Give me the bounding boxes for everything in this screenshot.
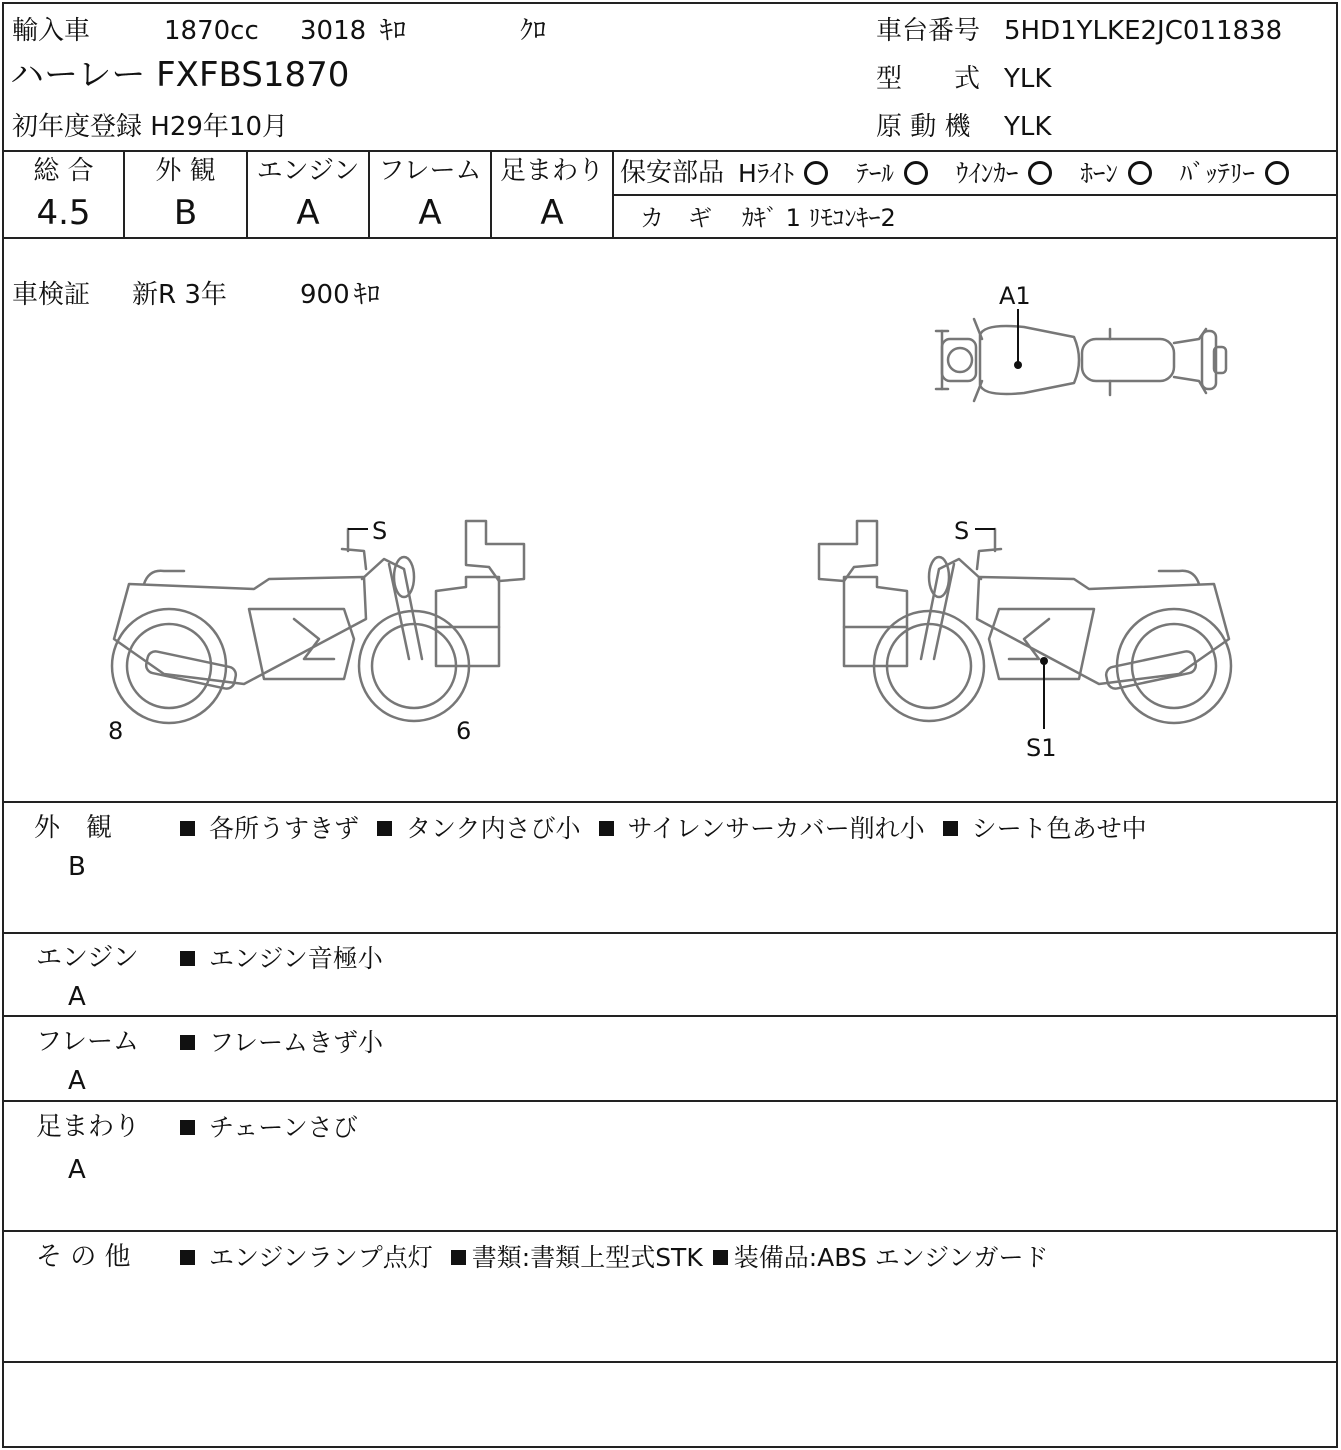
divider — [4, 237, 1336, 239]
note-grade-frame: A — [68, 1066, 86, 1096]
bullet-icon — [713, 1250, 728, 1265]
divider — [4, 1015, 1336, 1017]
note-category-other: そ の 他 — [36, 1242, 131, 1272]
motorcycle-left-side-diagram — [104, 509, 544, 729]
note-grade-suspension: A — [68, 1155, 86, 1185]
key-value: ｶｷﾞ 1 ﾘﾓｺﾝｷｰ2 — [742, 204, 896, 232]
grade-value-exterior: B — [173, 193, 198, 233]
mark-right-s1: S1 — [1026, 734, 1057, 762]
import-label: 輸入車 — [12, 16, 91, 46]
bullet-icon — [180, 1250, 195, 1265]
divider — [612, 194, 1338, 196]
part-taillight: ﾃｰﾙ — [856, 158, 894, 188]
bullet-icon — [180, 821, 195, 836]
part-ok-icon — [904, 161, 928, 185]
bullet-icon — [180, 1035, 195, 1050]
note-items-frame: フレームきず小 — [180, 1030, 401, 1055]
engine-label: 原 動 機 — [876, 112, 971, 142]
grade-value-overall: 4.5 — [36, 193, 91, 233]
mark-top-a1: A1 — [999, 282, 1031, 310]
note-grade-engine: A — [68, 982, 86, 1012]
note-category-exterior: 外 観 — [34, 813, 113, 843]
note-items-exterior: 各所うすきず タンク内さび小 サイレンサーカバー削れ小 シート色あせ中 — [180, 816, 1165, 841]
note-items-other: エンジンランプ点灯 書類:書類上型式STK 装備品:ABS エンジンガード — [180, 1245, 1067, 1270]
motorcycle-right-side-diagram — [814, 509, 1254, 729]
frame-number-label: 車台番号 — [876, 16, 981, 46]
part-ok-icon — [1128, 161, 1152, 185]
grade-value-engine: A — [296, 193, 320, 233]
part-ok-icon — [1028, 161, 1052, 185]
mark-left-6: 6 — [456, 717, 472, 745]
note-category-suspension: 足まわり — [36, 1112, 141, 1142]
grade-value-frame: A — [418, 193, 442, 233]
part-winker: ｳｲﾝｶｰ — [955, 158, 1019, 188]
frame-number: 5HD1YLKE2JC011838 — [1004, 16, 1283, 46]
model-name: ハーレー FXFBS1870 — [10, 55, 350, 95]
divider — [4, 1100, 1336, 1102]
inspection-sheet — [2, 2, 1338, 1448]
bullet-icon — [180, 951, 195, 966]
displacement: 1870cc — [164, 16, 259, 46]
part-headlight: Hﾗｲﾄ — [738, 158, 795, 188]
grade-label-exterior: 外 観 — [155, 156, 216, 186]
mark-left-s: S — [372, 517, 388, 545]
note-category-engine: エンジン — [36, 943, 139, 973]
bullet-icon — [377, 821, 392, 836]
mileage: 3018 — [300, 16, 367, 46]
part-ok-icon — [804, 161, 828, 185]
safety-parts-label: 保安部品 — [620, 158, 725, 188]
divider — [4, 801, 1336, 803]
grade-label-suspension: 足まわり — [499, 156, 604, 186]
inspection-mileage: 900 — [300, 280, 350, 310]
type-label: 型 式 — [876, 64, 981, 94]
bullet-icon — [451, 1250, 466, 1265]
grade-label-engine: エンジン — [256, 156, 360, 186]
safety-parts-row — [620, 160, 1289, 186]
divider — [4, 1230, 1336, 1232]
type-value: YLK — [1004, 64, 1052, 94]
part-battery: ﾊﾞｯﾃﾘｰ — [1179, 158, 1255, 188]
note-items-suspension: チェーンさび — [180, 1115, 376, 1140]
bullet-icon — [180, 1120, 195, 1135]
bullet-icon — [943, 821, 958, 836]
key-label: カ ギ — [640, 204, 712, 232]
divider — [4, 1361, 1336, 1363]
grade-label-frame: フレーム — [378, 156, 482, 186]
grade-label-overall: 総 合 — [33, 156, 94, 186]
note-items-engine: エンジン音極小 — [180, 946, 401, 971]
mark-right-s: S — [954, 517, 970, 545]
engine-value: YLK — [1004, 112, 1052, 142]
note-category-frame: フレーム — [36, 1027, 139, 1057]
first-registration: 初年度登録 H29年10月 — [12, 112, 288, 142]
inspection-value: 新R 3年 — [132, 280, 227, 310]
inspection-label: 車検証 — [12, 280, 91, 310]
divider — [4, 932, 1336, 934]
bullet-icon — [599, 821, 614, 836]
part-horn: ﾎｰﾝ — [1080, 158, 1118, 188]
inspection-mileage-unit: ｷﾛ — [354, 280, 381, 310]
grade-value-suspension: A — [540, 193, 564, 233]
part-ok-icon — [1265, 161, 1289, 185]
mark-left-8: 8 — [108, 717, 124, 745]
color: ｸﾛ — [520, 16, 547, 46]
divider — [4, 150, 1336, 152]
note-grade-exterior: B — [68, 852, 86, 882]
mileage-unit: ｷﾛ — [380, 16, 407, 46]
motorcycle-top-view-diagram — [924, 309, 1234, 419]
